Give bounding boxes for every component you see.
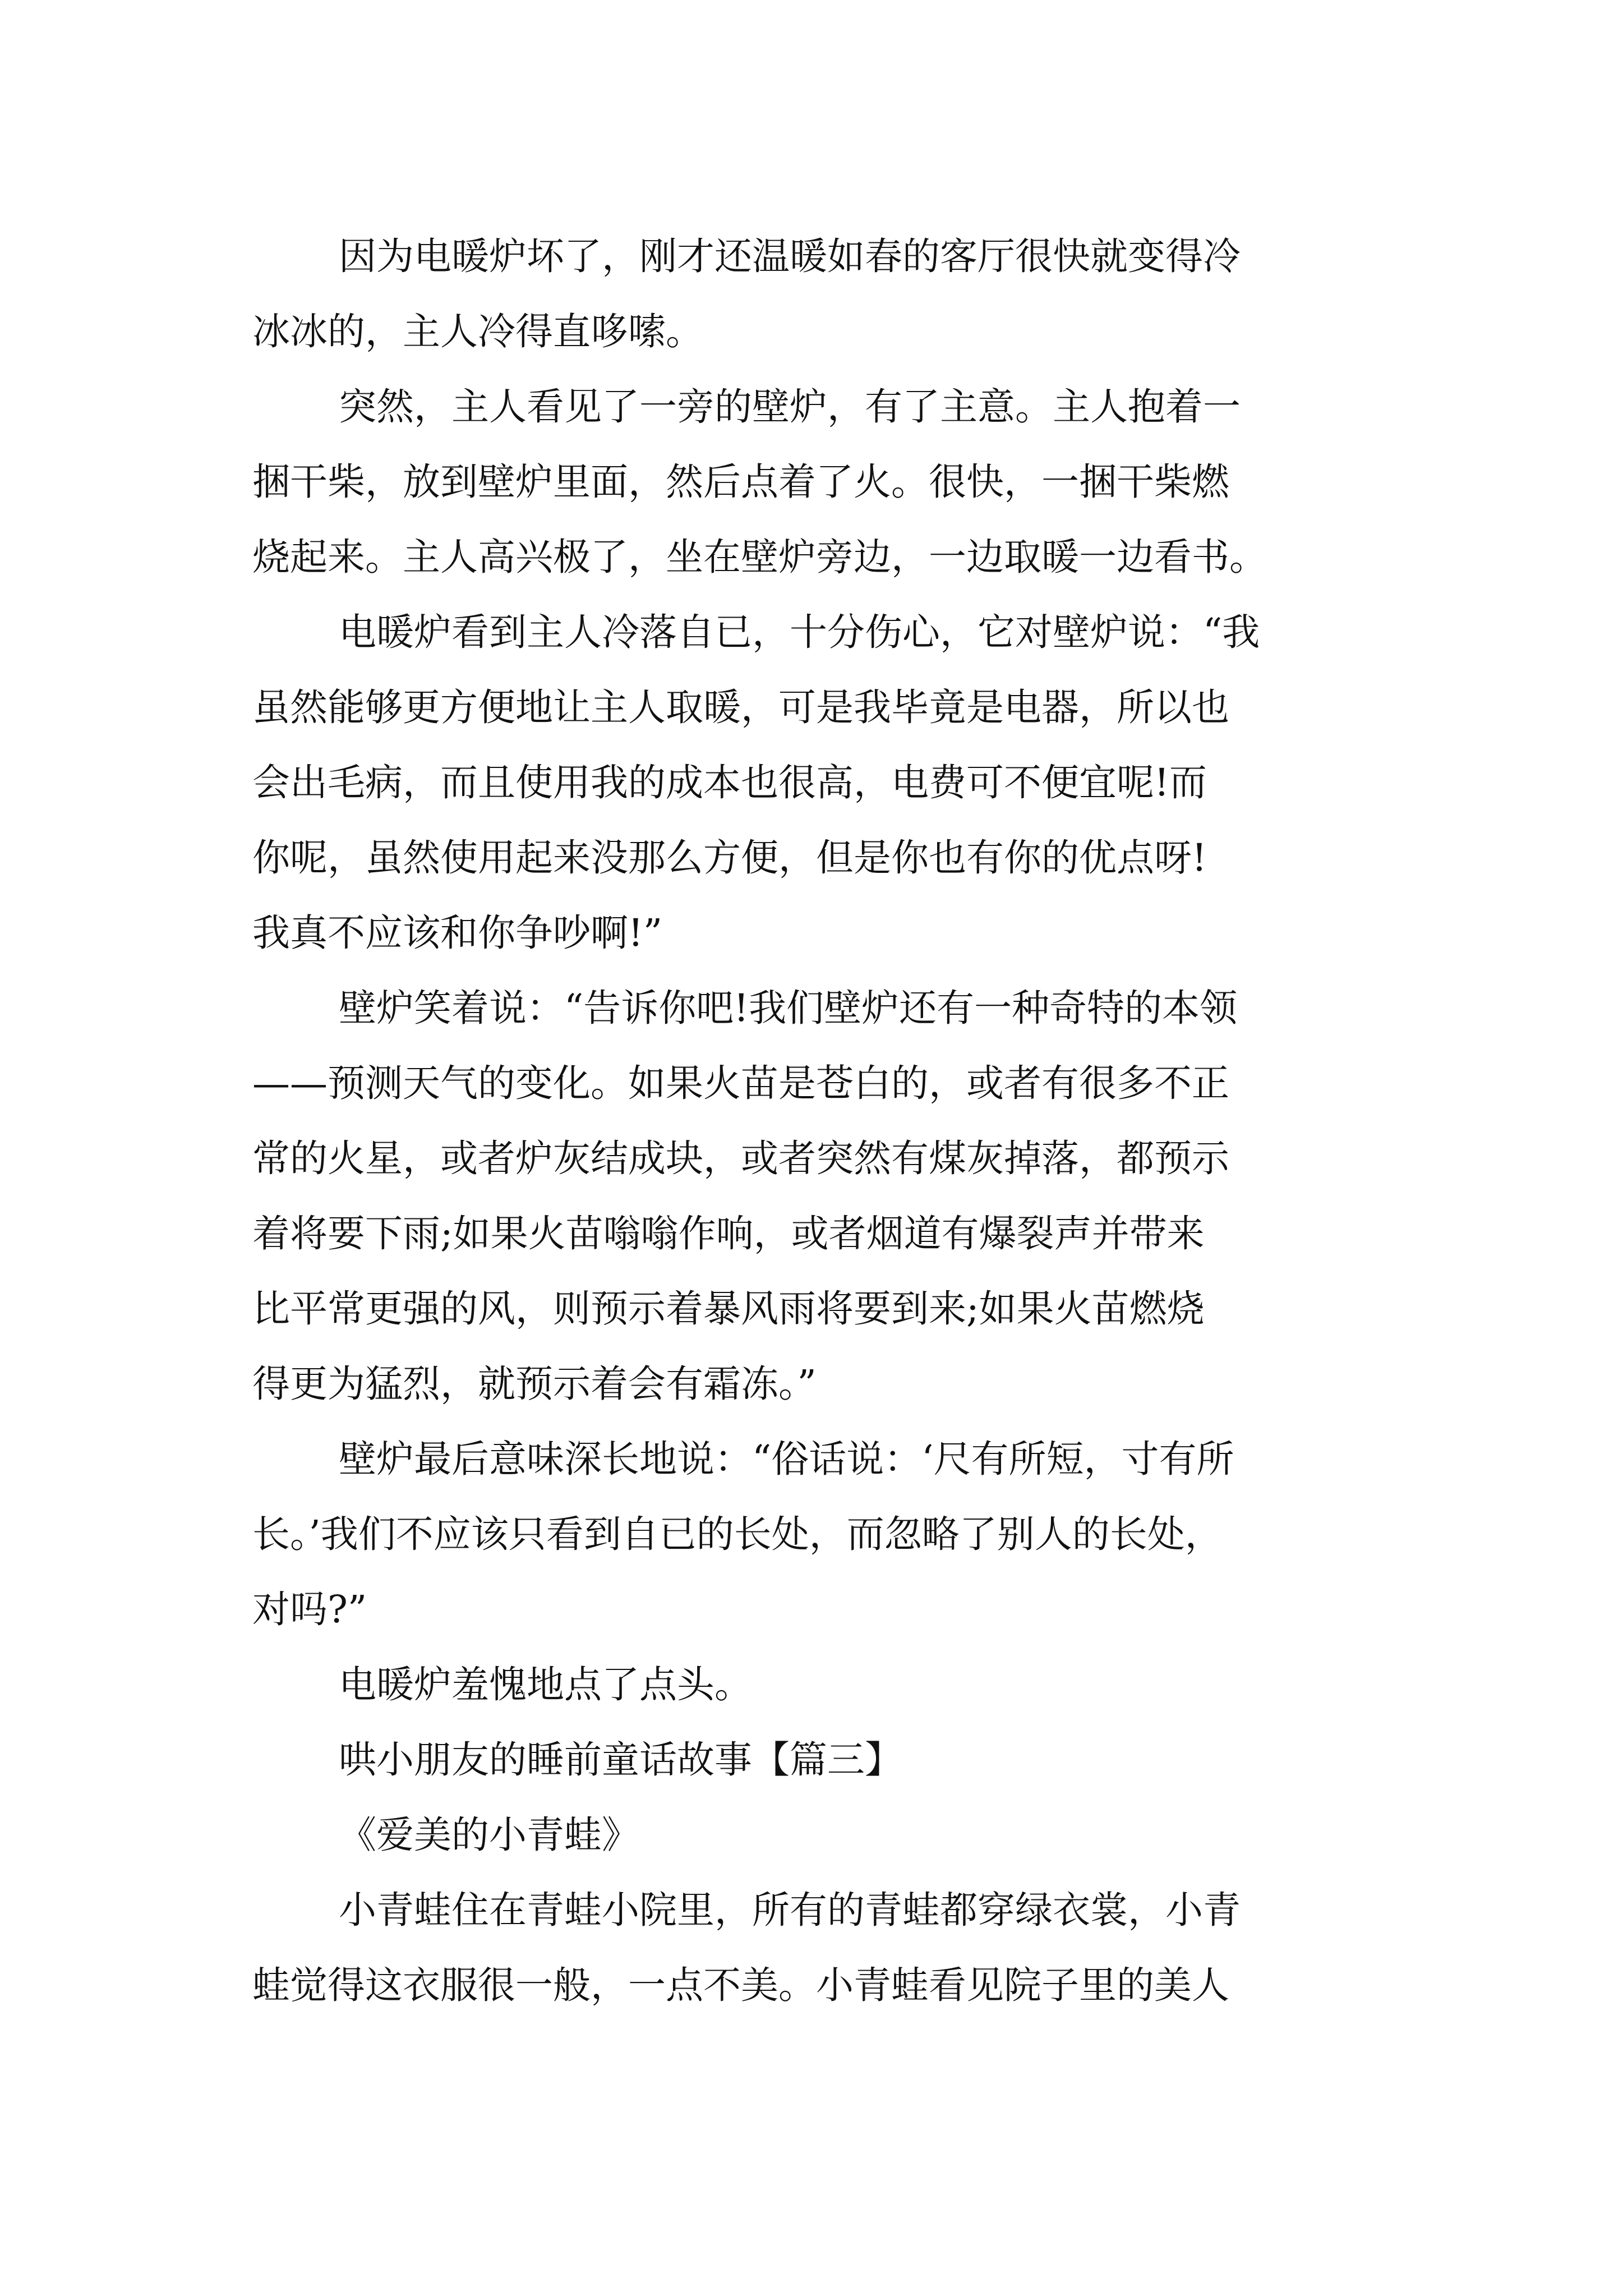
text-line: 因为电暖炉坏了，刚才还温暖如春的客厅很快就变得冷 <box>339 234 1241 278</box>
text-line: 我真不应该和你争吵啊!” <box>252 911 663 955</box>
section-heading: 哄小朋友的睡前童话故事【篇三】 <box>339 1738 902 1782</box>
text-line: 壁炉笑着说：“告诉你吧!我们壁炉还有一种奇特的本领 <box>339 986 1238 1030</box>
story-title: 《爱美的小青蛙》 <box>339 1813 639 1857</box>
text-line: 壁炉最后意味深长地说：“俗话说：‘尺有所短，寸有所 <box>339 1437 1234 1481</box>
text-line: ——预测天气的变化。如果火苗是苍白的，或者有很多不正 <box>252 1061 1229 1105</box>
text-line: 突然，主人看见了一旁的壁炉，有了主意。主人抱着一 <box>339 385 1241 429</box>
text-line: 会出毛病，而且使用我的成本也很高，电费可不便宜呢!而 <box>252 761 1207 804</box>
text-line: 电暖炉羞愧地点了点头。 <box>339 1663 752 1706</box>
text-line: 冰冰的，主人冷得直哆嗦。 <box>252 310 703 353</box>
text-line: 小青蛙住在青蛙小院里，所有的青蛙都穿绿衣裳，小青 <box>339 1888 1241 1932</box>
text-line: 虽然能够更方便地让主人取暖，可是我毕竟是电器，所以也 <box>252 685 1229 729</box>
text-line: 蛙觉得这衣服很一般，一点不美。小青蛙看见院子里的美人 <box>252 1963 1229 2007</box>
text-line: 比平常更强的风，则预示着暴风雨将要到来;如果火苗燃烧 <box>252 1287 1205 1331</box>
text-line: 长。’我们不应该只看到自已的长处，而忽略了别人的长处， <box>252 1512 1223 1556</box>
text-line: 捆干柴，放到壁炉里面，然后点着了火。很快，一捆干柴燃 <box>252 460 1229 504</box>
text-line: 电暖炉看到主人冷落自已，十分伤心，它对壁炉说：“我 <box>339 610 1260 654</box>
text-line: 常的火星，或者炉灰结成块，或者突然有煤灰掉落，都预示 <box>252 1137 1229 1180</box>
text-line: 着将要下雨;如果火苗嗡嗡作响，或者烟道有爆裂声并带来 <box>252 1212 1205 1255</box>
text-line: 你呢，虽然使用起来没那么方便，但是你也有你的优点呀! <box>252 836 1207 880</box>
document-body <box>252 219 1380 2023</box>
text-line: 得更为猛烈，就预示着会有霜冻。” <box>252 1362 817 1406</box>
text-line: 对吗?” <box>252 1588 367 1631</box>
text-line: 烧起来。主人高兴极了，坐在壁炉旁边，一边取暖一边看书。 <box>252 535 1267 579</box>
